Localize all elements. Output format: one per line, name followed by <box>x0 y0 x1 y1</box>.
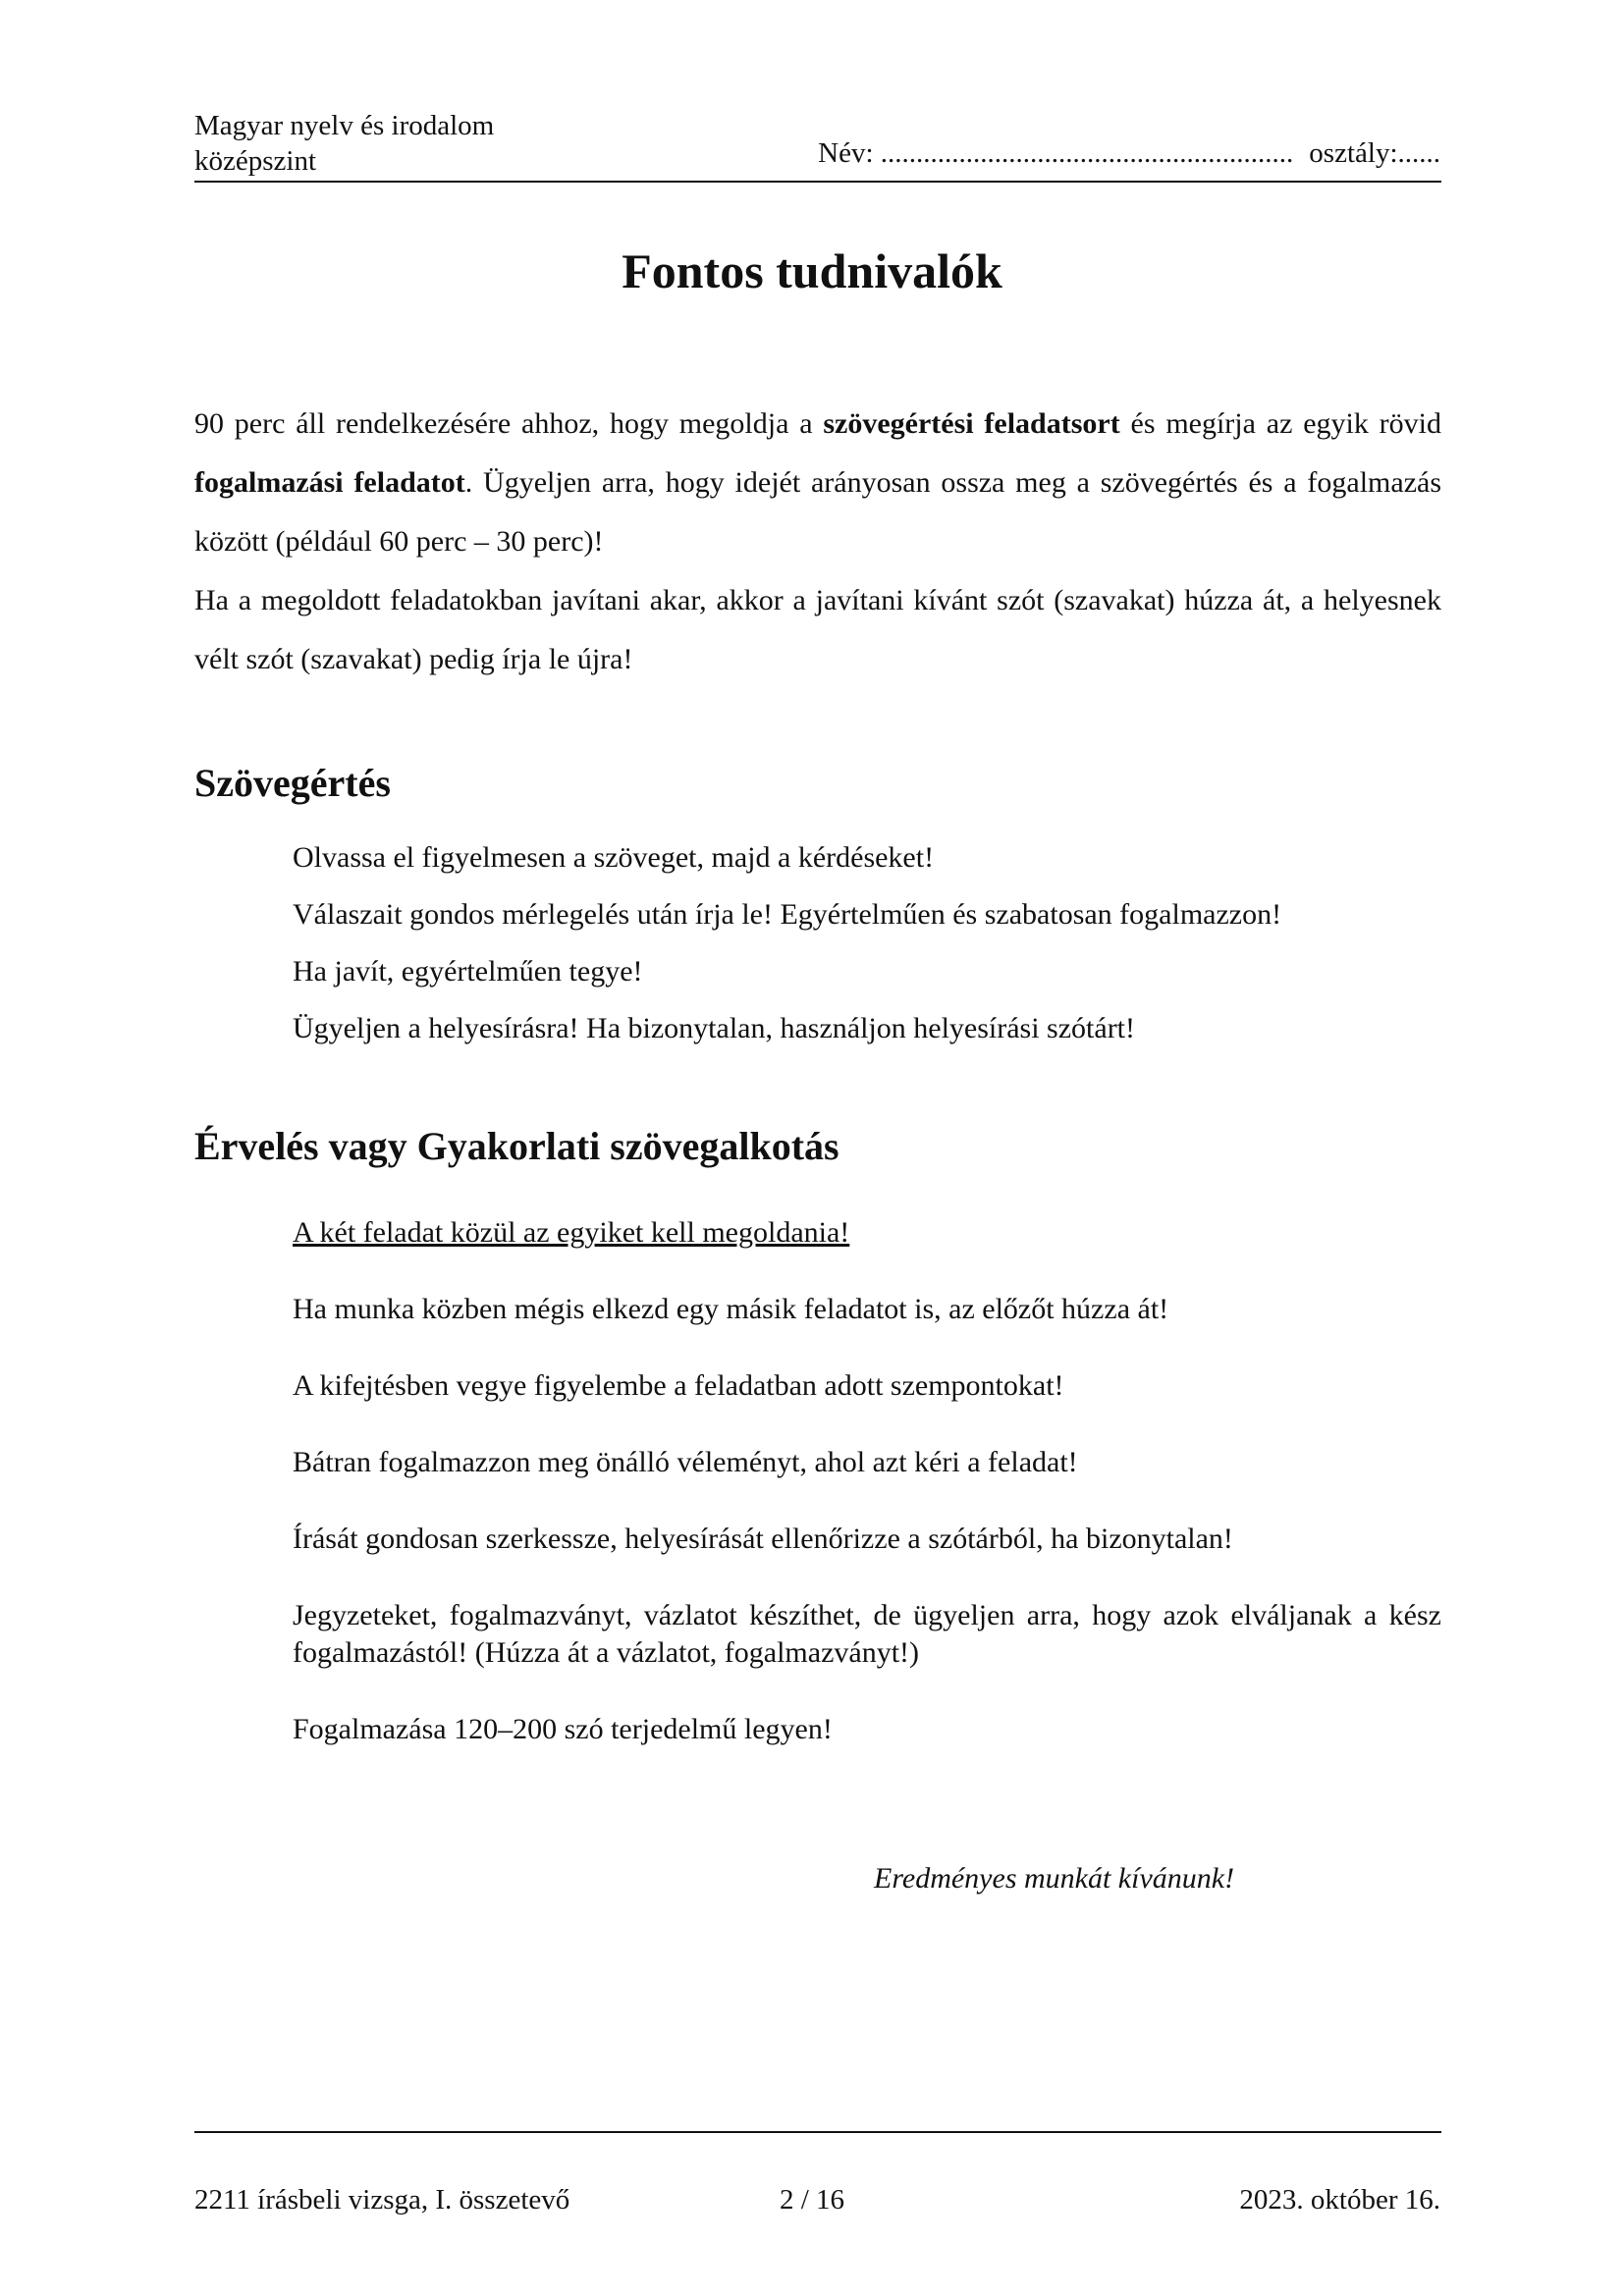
instruction-item: Ha munka közben mégis elkezd egy másik feladatot is, az előzőt húzza át! <box>293 1293 1169 1325</box>
header-divider <box>194 181 1441 183</box>
instruction-item-underlined <box>293 1214 1441 1252</box>
instruction-item: Válaszait gondos mérlegelés után írja le! Egyértelműen és szabatosan fogalmazzon! <box>293 898 1282 931</box>
reading-instructions <box>293 829 1441 1057</box>
instruction-item: A kifejtésben vegye figyelembe a feladatban adott szempontokat! <box>293 1369 1064 1402</box>
intro-text <box>194 395 1441 689</box>
intro-text-part: 90 perc áll rendelkezésére ahhoz, hogy megoldja a <box>194 407 824 440</box>
intro-text-part: és megírja az egyik rövid <box>1119 407 1441 440</box>
intro-text-part: . Ügyeljen arra, hogy idejét arányosan ossza meg a szövegértés és a fogalmazás között (például 60 perc – 30 perc)! <box>194 466 1441 558</box>
instruction-item: Bátran fogalmazzon meg önálló véleményt, ahol azt kéri a feladat! <box>293 1446 1078 1478</box>
underlined-text: A két feladat közül az egyiket kell megoldania! <box>293 1216 850 1249</box>
intro-bold-writing-task: fogalmazási feladatot <box>194 466 465 499</box>
footer-exam: 2211 írásbeli vizsga, I. összetevő <box>194 2184 570 2216</box>
class-field: osztály:...... <box>1309 137 1440 169</box>
header-fields <box>818 135 1440 171</box>
name-field: Név: .......................................................... <box>818 137 1294 169</box>
section-heading-reading: Szövegértés <box>194 761 391 805</box>
intro-paragraph-1 <box>194 395 1441 571</box>
instruction-item: Ha javít, egyértelműen tegye! <box>293 955 643 988</box>
instruction-item: Írását gondosan szerkessze, helyesírását ellenőrizze a szótárból, ha bizonytalan! <box>293 1522 1233 1555</box>
intro-bold-reading-task: szövegértési feladatsort <box>823 407 1120 440</box>
header-subject: Magyar nyelv és irodalom <box>194 110 495 141</box>
footer-page-number: 2 / 16 <box>779 2184 845 2216</box>
header-level: középszint <box>194 145 317 177</box>
writing-instructions <box>293 1214 1441 1748</box>
intro-paragraph-2: Ha a megoldott feladatokban javítani akar, akkor a javítani kívánt szót (szavakat) húzza át, a helyesnek vélt szót (szavakat) pedig írja le újra! <box>194 584 1441 675</box>
instruction-item: Jegyzeteket, fogalmazványt, vázlatot készíthet, de ügyeljen arra, hogy azok elváljanak a kész fogalmazástól! (Húzza át a vázlatot, fogalmazványt!) <box>293 1599 1441 1669</box>
footer-date: 2023. október 16. <box>1239 2184 1440 2216</box>
instruction-item: Olvassa el figyelmesen a szöveget, majd a kérdéseket! <box>293 841 935 874</box>
footer-divider <box>194 2131 1441 2133</box>
header-subject-block <box>194 108 494 179</box>
instruction-item: Ügyeljen a helyesírásra! Ha bizonytalan, használjon helyesírási szótárt! <box>293 1012 1136 1044</box>
instruction-item: Fogalmazása 120–200 szó terjedelmű legyen! <box>293 1713 833 1745</box>
closing-wish: Eredményes munkát kívánunk! <box>874 1862 1235 1895</box>
page-title: Fontos tudnivalók <box>622 243 1002 298</box>
section-heading-writing: Érvelés vagy Gyakorlati szövegalkotás <box>194 1124 839 1168</box>
